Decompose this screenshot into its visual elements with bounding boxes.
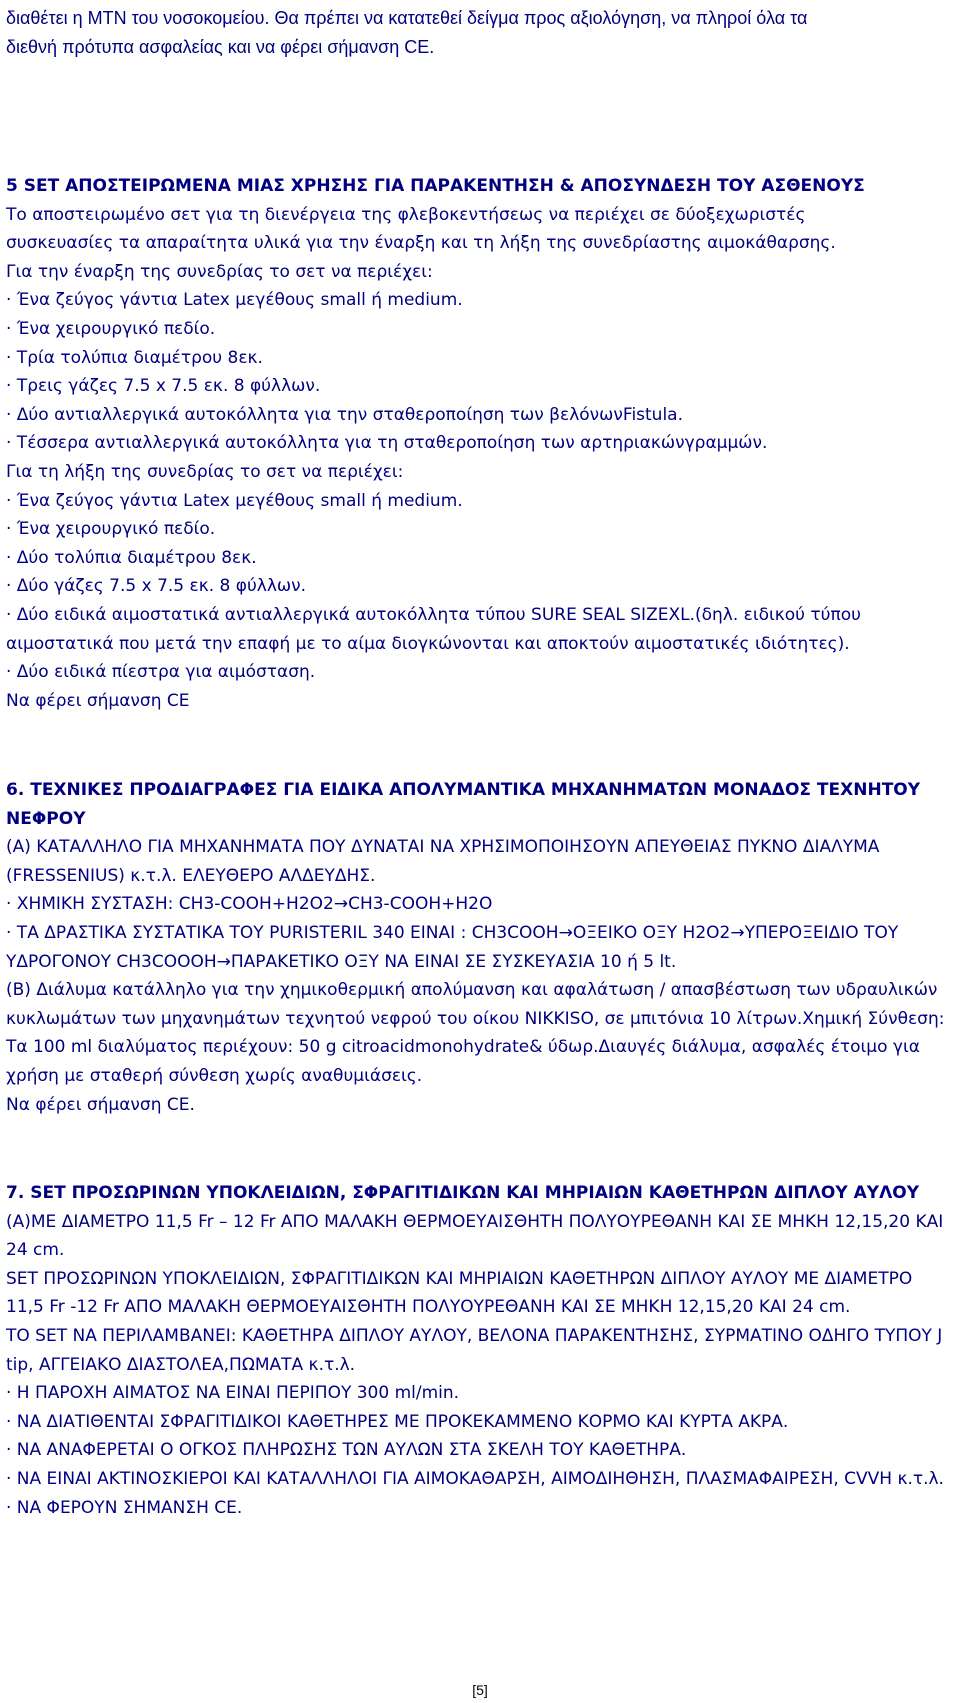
section-5-line: · Ένα χειρουργικό πεδίο.	[6, 318, 216, 339]
section-7-line: (Α)ΜΕ ΔΙΑΜΕΤΡΟ 11,5 Fr – 12 Fr ΑΠΟ ΜΑΛΑΚΗ ΘΕΡΜΟΕΥΑΙΣΘΗΤΗ ΠΟΛΥΟΥΡΕΘΑΝΗ ΚΑΙ ΣΕ ΜΗΚΗ 12,15,20 ΚΑΙ 24 cm.	[6, 1211, 944, 1261]
section-7-number: 7.	[6, 1183, 25, 1203]
section-7	[6, 1179, 952, 1522]
section-5-line: Για τη λήξη της συνεδρίας το σετ να περιέχει:	[6, 461, 404, 482]
section-5-line: Το αποστειρωμένο σετ για τη διενέργεια της φλεβοκεντήσεως να περιέχει σε δύοξεχωριστές	[6, 204, 806, 225]
section-5-line: · Τέσσερα αντιαλλεργικά αυτοκόλλητα για τη σταθεροποίηση των αρτηριακώνγραμμών.	[6, 433, 768, 454]
section-5-line: Για την έναρξη της συνεδρίας το σετ να περιέχει:	[6, 261, 433, 282]
page-number: [5]	[472, 1682, 488, 1698]
section-6-heading	[6, 776, 952, 833]
section-6-line: · ΧΗΜΙΚΗ ΣΥΣΤΑΣΗ: CH3-COOH+H2O2→CH3-COOH+H2O	[6, 894, 493, 915]
section-6-line: (Α) ΚΑΤΑΛΛΗΛΟ ΓΙΑ ΜΗΧΑΝΗΜΑΤΑ ΠΟΥ ΔΥΝΑΤΑΙ ΝΑ ΧΡΗΣΙΜΟΠΟΙΗΣΟΥΝ ΑΠΕΥΘΕΙΑΣ ΠΥΚΝΟ ΔΙΑΛΥΜΑ (FRESSENIUS) κ.τ.λ. ΕΛΕΥΘΕΡΟ ΑΛΔΕΥΔΗΣ.	[6, 837, 880, 886]
section-5-heading: 5 SET ΑΠΟΣΤΕΙΡΩΜΕΝΑ ΜΙΑΣ ΧΡΗΣΗΣ ΓΙΑ ΠΑΡΑΚΕΝΤΗΣΗ & ΑΠΟΣΥΝΔΕΣΗ ΤΟΥ ΑΣΘΕΝΟΥΣ	[6, 176, 865, 196]
section-6-line: (Β) Διάλυμα κατάλληλο για την χημικοθερμική απολύμανση και αφαλάτωση / απασβέστωση των υδραυλικών κυκλωμάτων των μηχανημάτων τεχνητού νεφρού του οίκου NIKKISO, σε μπιτόνια 10 λίτρων.Χημική Σύνθεση: Τα 100 ml διαλύματος περιέχουν: 50 g citroacidmonohydrate& ύδωρ.Διαυγές διάλυμα, ασφαλές έτοιμο για χρήση με σταθερή σύνθεση χωρίς αναθυμιάσεις.	[6, 980, 945, 1086]
section-5-line: · Ένα ζεύγος γάντια Latex μεγέθους small ή medium.	[6, 290, 463, 311]
section-7-title: SET ΠΡΟΣΩΡΙΝΩΝ ΥΠΟΚΛΕΙΔΙΩΝ, ΣΦΡΑΓΙΤΙΔΙΚΩΝ ΚΑΙ ΜΗΡΙΑΙΩΝ ΚΑΘΕΤΗΡΩΝ ΔΙΠΛΟΥ ΑΥΛΟΥ	[30, 1183, 919, 1203]
section-7-line: · ΝΑ ΦΕΡΟΥΝ ΣΗΜΑΝΣΗ CE.	[6, 1497, 243, 1518]
section-5-line: · Δύο αντιαλλεργικά αυτοκόλλητα για την σταθεροποίηση των βελόνωνFistula.	[6, 404, 684, 425]
section-5-line: · Τρία τολύπια διαμέτρου 8εκ.	[6, 347, 263, 368]
section-5-line: · Ένα χειρουργικό πεδίο.	[6, 519, 216, 540]
intro-paragraph	[6, 4, 950, 62]
section-7-line: · ΝΑ ΕΙΝΑΙ ΑΚΤΙΝΟΣΚΙΕΡΟΙ ΚΑΙ ΚΑΤΑΛΛΗΛΟΙ ΓΙΑ ΑΙΜΟΚΑΘΑΡΣΗ, ΑΙΜΟΔΙΗΘΗΣΗ, ΠΛΑΣΜΑΦΑΙΡΕΣΗ, CVVH κ.τ.λ.	[6, 1468, 944, 1489]
section-7-line: ΤΟ SET ΝΑ ΠΕΡΙΛΑΜΒΑΝΕΙ: ΚΑΘΕΤΗΡΑ ΔΙΠΛΟΥ ΑΥΛΟΥ, ΒΕΛΟΝΑ ΠΑΡΑΚΕΝΤΗΣΗΣ, ΣΥΡΜΑΤΙΝΟ ΟΔΗΓΟ ΤΥΠΟΥ J tip, ΑΓΓΕΙΑΚΟ ΔΙΑΣΤΟΛΕΑ,ΠΩΜΑΤΑ κ.τ.λ.	[6, 1325, 943, 1375]
section-7-line: · Η ΠΑΡΟΧΗ ΑΙΜΑΤΟΣ ΝΑ ΕΙΝΑΙ ΠΕΡΙΠΟΥ 300 ml/min.	[6, 1383, 460, 1404]
section-7-line: · ΝΑ ΑΝΑΦΕΡΕΤΑΙ Ο ΟΓΚΟΣ ΠΛΗΡΩΣΗΣ ΤΩΝ ΑΥΛΩΝ ΣΤΑ ΣΚΕΛΗ ΤΟΥ ΚΑΘΕΤΗΡΑ.	[6, 1440, 687, 1461]
section-6	[6, 776, 952, 1119]
section-6-line: · ΤΑ ΔΡΑΣΤΙΚΑ ΣΥΣΤΑΤΙΚΑ ΤΟΥ PURISTERIL 340 ΕΙΝΑΙ : CH3COOH→ΟΞΕΙΚΟ ΟΞΥ H2O2→ΥΠΕΡΟΞΕΙΔΙΟ ΤΟΥ ΥΔΡΟΓΟΝΟΥ CH3COOOH→ΠΑΡΑΚΕΤΙΚΟ ΟΞΥ ΝΑ ΕΙΝΑΙ ΣΕ ΣΥΣΚΕΥΑΣΙΑ 10 ή 5 lt.	[6, 922, 899, 972]
section-7-line: SET ΠΡΟΣΩΡΙΝΩΝ ΥΠΟΚΛΕΙΔΙΩΝ, ΣΦΡΑΓΙΤΙΔΙΚΩΝ ΚΑΙ ΜΗΡΙΑΙΩΝ ΚΑΘΕΤΗΡΩΝ ΔΙΠΛΟΥ ΑΥΛΟΥ ΜΕ ΔΙΑΜΕΤΡΟ 11,5 Fr -12 Fr ΑΠΟ ΜΑΛΑΚΗ ΘΕΡΜΟΕΥΑΙΣΘΗΤΗ ΠΟΛΥΟΥΡΕΘΑΝΗ ΚΑΙ ΣΕ ΜΗΚΗ 12,15,20 ΚΑΙ 24 cm.	[6, 1268, 913, 1318]
section-5-line: · Δύο τολύπια διαμέτρου 8εκ.	[6, 547, 257, 568]
section-5-line: Να φέρει σήμανση CE	[6, 690, 190, 711]
section-7-line: · ΝΑ ΔΙΑΤΙΘΕΝΤΑΙ ΣΦΡΑΓΙΤΙΔΙΚΟΙ ΚΑΘΕΤΗΡΕΣ ΜΕ ΠΡΟΚΕΚΑΜΜΕΝΟ ΚΟΡΜΟ ΚΑΙ ΚΥΡΤΑ ΑΚΡΑ.	[6, 1411, 789, 1432]
section-6-line: Να φέρει σήμανση CE.	[6, 1094, 195, 1115]
section-6-number: 6.	[6, 780, 25, 800]
section-7-heading	[6, 1179, 952, 1208]
section-5-line: · Ένα ζεύγος γάντια Latex μεγέθους small ή medium.	[6, 490, 463, 511]
intro-line: διαθέτει η ΜΤΝ του νοσοκομείου. Θα πρέπει να κατατεθεί δείγμα προς αξιολόγηση, να πληροί όλα τα	[6, 8, 808, 28]
section-5	[6, 172, 952, 715]
section-5-line: · Δύο γάζες 7.5 x 7.5 εκ. 8 φύλλων.	[6, 576, 307, 597]
section-5-line: · Τρεις γάζες 7.5 x 7.5 εκ. 8 φύλλων.	[6, 376, 321, 397]
intro-line: διεθνή πρότυπα ασφαλείας και να φέρει σήμανση CE.	[6, 37, 435, 57]
section-6-title: ΤΕΧΝΙΚΕΣ ΠΡΟΔΙΑΓΡΑΦΕΣ ΓΙΑ ΕΙΔΙΚΑ ΑΠΟΛΥΜΑΝΤΙΚΑ ΜΗΧΑΝΗΜΑΤΩΝ ΜΟΝΑΔΟΣ ΤΕΧΝΗΤΟΥ ΝΕΦΡΟΥ	[6, 780, 921, 829]
section-5-line: συσκευασίες τα απαραίτητα υλικά για την έναρξη και τη λήξη της συνεδρίαστης αιμοκάθαρσης.	[6, 233, 836, 254]
section-5-line: · Δύο ειδικά πίεστρα για αιμόσταση.	[6, 662, 316, 683]
section-5-line: · Δύο ειδικά αιμοστατικά αντιαλλεργικά αυτοκόλλητα τύπου SURE SEAL SIZEXL.(δηλ. ειδικού τύπου αιμοστατικά που μετά την επαφή με το αίμα διογκώνονται και αποκτούν αιμοστατικές ιδιότητες).	[6, 604, 861, 654]
